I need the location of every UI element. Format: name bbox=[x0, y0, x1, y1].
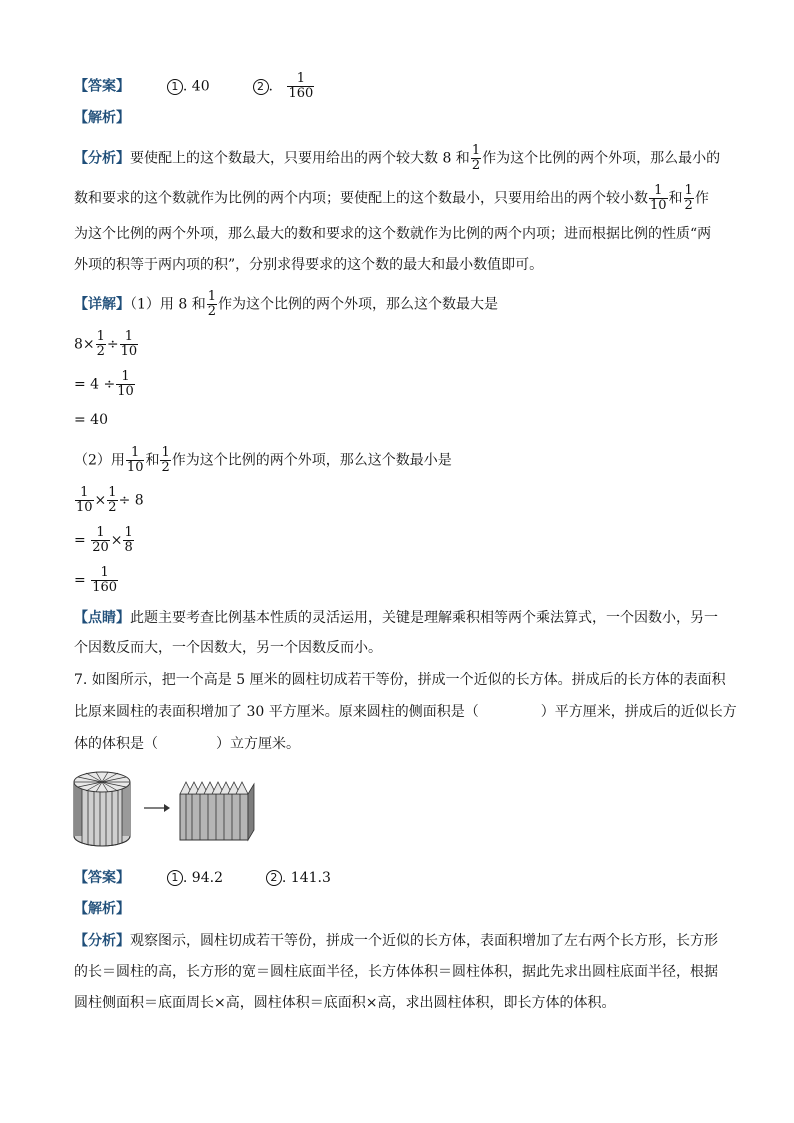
fraction-tenth bbox=[120, 330, 139, 359]
fraction-half bbox=[684, 184, 694, 213]
text: = 40 bbox=[74, 412, 108, 428]
q6-fenxi-line-1 bbox=[74, 144, 720, 173]
circled-number-1: 1 bbox=[167, 79, 183, 95]
fraction-numerator: 1 bbox=[75, 486, 94, 501]
q6-dianjing-line-2 bbox=[74, 638, 382, 658]
fraction-numerator: 1 bbox=[116, 370, 135, 385]
fraction-numerator: 1 bbox=[96, 329, 105, 344]
text: 7. 如图所示，把一个高是 5 厘米的圆柱切成若干等份，拼成一个近似的长方体。拼成后的长方体的表面积 bbox=[74, 672, 726, 688]
text: 作为这个比例的两个外项，那么这个数最大是 bbox=[218, 296, 498, 313]
q7-fenxi-line-2 bbox=[74, 962, 718, 982]
text: （2）用 bbox=[74, 452, 125, 469]
q7-question-line-2 bbox=[74, 702, 737, 722]
fraction-numerator: 1 bbox=[684, 183, 693, 198]
fraction-numerator: 1 bbox=[207, 289, 216, 304]
answer-1-value: . 94.2 bbox=[182, 870, 223, 886]
text: 为这个比例的两个外项，那么最大的数和要求的这个数就作为比例的两个内项；进而根据比例的性质“两 bbox=[74, 226, 712, 242]
q7-fenxi-line-1 bbox=[74, 931, 718, 951]
fraction-numerator: 1 bbox=[161, 445, 170, 460]
q7-jiexi-line bbox=[74, 899, 130, 919]
cylinder-to-cuboid-figure bbox=[70, 764, 280, 854]
text: 和 bbox=[668, 190, 683, 207]
fraction-denominator: 2 bbox=[161, 460, 170, 475]
fraction-denominator: 160 bbox=[288, 86, 314, 101]
fraction-denominator: 10 bbox=[76, 500, 93, 515]
fraction-denominator: 2 bbox=[684, 198, 693, 213]
answer-1-value: . 40 bbox=[182, 78, 210, 95]
fraction-half bbox=[96, 330, 106, 359]
q6-answer-line bbox=[74, 72, 315, 101]
fenxi-tag: 【分析】 bbox=[74, 150, 130, 167]
fraction-numerator: 1 bbox=[124, 525, 133, 540]
text: 8× bbox=[74, 336, 95, 353]
fraction-numerator: 1 bbox=[287, 72, 314, 87]
text: 此题主要考查比例基本性质的灵活运用，关键是理解乘积相等两个乘法算式，一个因数小，另一 bbox=[130, 610, 718, 626]
answer-2-fraction bbox=[287, 72, 314, 101]
text: × bbox=[110, 532, 123, 549]
fraction-denominator: 2 bbox=[96, 344, 105, 359]
fraction-denominator: 10 bbox=[117, 384, 134, 399]
fraction-tenth bbox=[116, 370, 135, 399]
text: 圆柱侧面积＝底面周长×高，圆柱体积＝底面积×高，求出圆柱体积，即长方体的体积。 bbox=[74, 995, 616, 1011]
text: × bbox=[94, 492, 107, 509]
fenxi-tag: 【分析】 bbox=[74, 933, 130, 949]
text: 的长＝圆柱的高，长方形的宽＝圆柱底面半径，长方体体积＝圆柱体积，据此先求出圆柱底面半径，根据 bbox=[74, 964, 718, 980]
text: 和 bbox=[145, 452, 160, 469]
fraction-half bbox=[207, 290, 217, 319]
circled-number-2: 2 bbox=[266, 870, 282, 886]
q6-fenxi-line-2 bbox=[74, 184, 709, 213]
fraction-numerator: 1 bbox=[91, 526, 110, 541]
text: ÷ 8 bbox=[118, 492, 144, 509]
text: ÷ bbox=[106, 336, 119, 353]
text: ）平方厘米，拼成后的近似长方 bbox=[540, 704, 737, 720]
calc2-line-1 bbox=[74, 486, 144, 515]
fraction-half bbox=[107, 486, 117, 515]
q6-fenxi-line-3 bbox=[74, 224, 711, 244]
text: 数和要求的这个数就作为比例的两个内项；要使配上的这个数最小，只要用给出的两个较小数 bbox=[74, 190, 648, 207]
text: 作为这个比例的两个外项，那么这个数最小是 bbox=[171, 452, 452, 469]
answer-tag: 【答案】 bbox=[74, 78, 130, 95]
fraction-tenth bbox=[126, 446, 145, 475]
text: 作为这个比例的两个外项，那么最小的 bbox=[482, 150, 721, 167]
calc2-line-2 bbox=[74, 526, 135, 555]
fraction-numerator: 1 bbox=[120, 330, 139, 345]
arrow-right-icon bbox=[144, 804, 170, 812]
text: = 4 ÷ bbox=[74, 376, 116, 393]
fraction-numerator: 1 bbox=[91, 566, 118, 581]
detail-tag: 【详解】 bbox=[74, 296, 130, 313]
q7-question-line-3 bbox=[74, 734, 300, 754]
text: 观察图示，圆柱切成若干等份，拼成一个近似的长方体，表面积增加了左右两个长方形，长方形 bbox=[130, 933, 718, 949]
text: 作 bbox=[694, 190, 709, 207]
dianjing-tag: 【点睛】 bbox=[74, 610, 130, 626]
calc1-line-1 bbox=[74, 330, 139, 359]
fraction-half bbox=[160, 446, 170, 475]
fraction-half bbox=[471, 144, 481, 173]
text: = bbox=[74, 572, 86, 589]
text: = bbox=[74, 532, 86, 549]
fraction-numerator: 1 bbox=[471, 143, 481, 158]
fraction-denominator: 10 bbox=[120, 344, 138, 359]
text: ）立方厘米。 bbox=[216, 736, 300, 752]
fraction-eighth bbox=[123, 526, 133, 555]
q6-fenxi-line-4 bbox=[74, 255, 543, 275]
calc1-line-2 bbox=[74, 370, 136, 399]
fraction-denominator: 2 bbox=[471, 158, 481, 173]
fraction-denominator: 10 bbox=[126, 460, 144, 475]
answer-2-value: . 141.3 bbox=[281, 870, 331, 886]
fraction-1-160 bbox=[91, 566, 118, 595]
text: 体的体积是（ bbox=[74, 736, 158, 752]
q6-jiexi-line bbox=[74, 108, 130, 128]
text: 比原来圆柱的表面积增加了 30 平方厘米。原来圆柱的侧面积是（ bbox=[74, 704, 479, 720]
fraction-tenth bbox=[75, 486, 94, 515]
fraction-numerator: 1 bbox=[649, 184, 668, 199]
calc2-line-3 bbox=[74, 566, 119, 595]
fraction-denominator: 8 bbox=[124, 540, 133, 555]
cuboid-icon bbox=[180, 782, 254, 840]
q7-fenxi-line-3 bbox=[74, 993, 615, 1013]
fraction-twentieth bbox=[91, 526, 110, 555]
fraction-denominator: 10 bbox=[650, 198, 667, 213]
q7-answer-line bbox=[74, 868, 331, 888]
fraction-tenth bbox=[649, 184, 668, 213]
calc1-line-3 bbox=[74, 410, 108, 430]
text: 外项的积等于两内项的积”，分别求得要求的这个数的最大和最小数值即可。 bbox=[74, 257, 544, 273]
cylinder-icon bbox=[74, 772, 130, 846]
q6-xiangjie-line-2 bbox=[74, 446, 452, 475]
answer-2-prefix: . bbox=[268, 78, 273, 95]
text: （1）用 8 和 bbox=[130, 296, 206, 313]
analysis-tag: 【解析】 bbox=[74, 901, 130, 917]
circled-number-1: 1 bbox=[167, 870, 183, 886]
analysis-tag: 【解析】 bbox=[74, 110, 130, 126]
fraction-numerator: 1 bbox=[126, 446, 145, 461]
q6-dianjing-line-1 bbox=[74, 608, 718, 628]
q6-xiangjie-line-1 bbox=[74, 290, 498, 319]
circled-number-2: 2 bbox=[253, 79, 269, 95]
fraction-denominator: 160 bbox=[92, 580, 118, 595]
fraction-denominator: 2 bbox=[108, 500, 117, 515]
fraction-denominator: 2 bbox=[207, 304, 216, 319]
fraction-numerator: 1 bbox=[108, 485, 117, 500]
answer-tag: 【答案】 bbox=[74, 870, 130, 886]
fraction-denominator: 20 bbox=[92, 540, 109, 555]
text: 个因数反而大，一个因数大，另一个因数反而小。 bbox=[74, 640, 382, 656]
text: 要使配上的这个数最大，只要用给出的两个较大数 8 和 bbox=[130, 150, 470, 167]
q7-question-line-1 bbox=[74, 670, 726, 690]
